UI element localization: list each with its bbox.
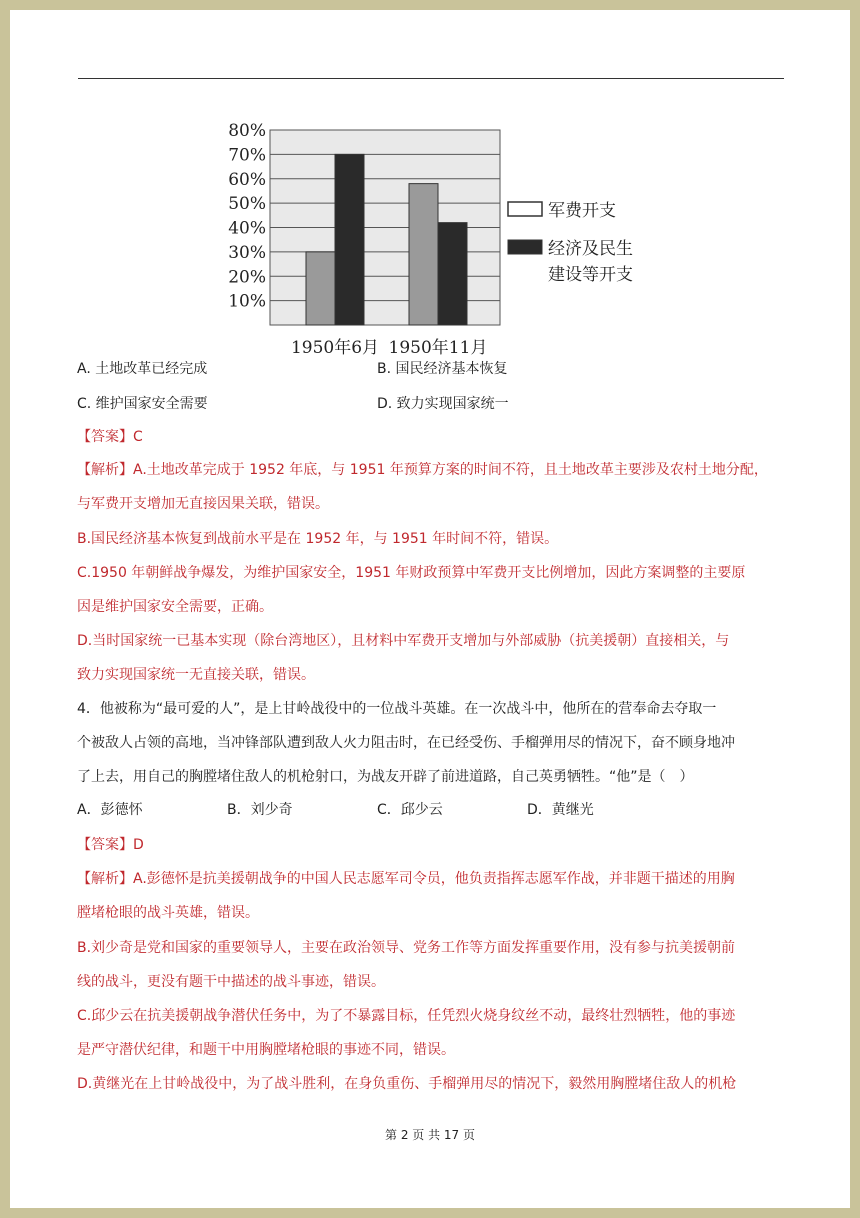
q3-option-b: B. 国民经济基本恢复 — [377, 361, 508, 377]
q4-answer — [77, 835, 797, 855]
q4-analysis-line: 线的战斗，更没有题干中描述的战斗事迹，错误。 — [77, 974, 385, 990]
document-page — [10, 10, 850, 1208]
q4-analysis-line: 膛堵枪眼的战斗英雄，错误。 — [77, 905, 259, 921]
q4-analysis-line — [77, 869, 797, 889]
q3-option-c: C. 维护国家安全需要 — [77, 396, 208, 412]
answer-value: C — [133, 429, 143, 445]
y-tick-label: 20% — [228, 267, 266, 288]
q3-analysis-line: B.国民经济基本恢复到战前水平是在 1952 年，与 1951 年时间不符，错误。 — [77, 531, 559, 547]
legend-label: 经济及民生 — [548, 239, 633, 259]
q3-analysis-line — [77, 460, 797, 480]
q3-answer — [77, 427, 797, 447]
q3-analysis-line: 与军费开支增加无直接因果关联，错误。 — [77, 496, 329, 512]
chart-svg — [200, 110, 670, 370]
answer-label: 【答案】 — [77, 837, 133, 853]
bar — [438, 223, 467, 325]
analysis-text: A.彭德怀是抗美援朝战争的中国人民志愿军司令员，他负责指挥志愿军作战，并非题干描述的用胸 — [133, 871, 735, 887]
bar — [409, 184, 438, 325]
analysis-label: 【解析】 — [77, 871, 133, 887]
y-tick-label: 10% — [228, 291, 266, 312]
x-tick-label: 1950年11月 — [388, 338, 488, 358]
page-footer: 第 2 页 共 17 页 — [385, 1128, 475, 1142]
y-tick-label: 70% — [228, 145, 266, 166]
legend-label: 建设等开支 — [548, 265, 633, 285]
y-tick-label: 80% — [228, 121, 266, 141]
q4-analysis-line: C.邱少云在抗美援朝战争潜伏任务中，为了不暴露目标，任凭烈火烧身纹丝不动，最终壮烈牺牲，他的事迹 — [77, 1008, 736, 1024]
q3-analysis-line: D.当时国家统一已基本实现（除台湾地区），且材料中军费开支增加与外部威胁（抗美援朝）直接相关，与 — [77, 633, 730, 649]
q4-option-c: C．邱少云 — [377, 802, 443, 818]
legend-swatch — [508, 240, 542, 254]
bar — [335, 154, 364, 325]
bar — [306, 252, 335, 325]
q4-option-d: D．黄继光 — [527, 802, 594, 818]
q4-option-b: B．刘少奇 — [227, 802, 293, 818]
y-tick-label: 30% — [228, 242, 266, 263]
q4-analysis-line: B.刘少奇是党和国家的重要领导人，主要在政治领导、党务工作等方面发挥重要作用，没有参与抗美援朝前 — [77, 940, 736, 956]
q4-stem-line: 个被敌人占领的高地，当冲锋部队遭到敌人火力阻击时，在已经受伤、手榴弹用尽的情况下，奋不顾身地冲 — [77, 735, 735, 751]
legend-label: 军费开支 — [548, 201, 616, 221]
q3-option-d: D. 致力实现国家统一 — [377, 396, 509, 412]
y-tick-label: 40% — [228, 218, 266, 239]
analysis-text: A.土地改革完成于 1952 年底，与 1951 年预算方案的时间不符，且土地改革主要涉及农村土地分配， — [133, 462, 768, 478]
answer-value: D — [133, 837, 144, 853]
header-rule — [78, 78, 784, 79]
q4-stem-line: 了上去，用自己的胸膛堵住敌人的机枪射口，为战友开辟了前进道路，自己英勇牺牲。“他”是（ ） — [77, 769, 694, 785]
analysis-label: 【解析】 — [77, 462, 133, 478]
y-tick-label: 60% — [228, 169, 266, 190]
q3-analysis-line: C.1950 年朝鲜战争爆发，为维护国家安全，1951 年财政预算中军费开支比例增加，因此方案调整的主要原 — [77, 565, 746, 581]
answer-label: 【答案】 — [77, 429, 133, 445]
q4-analysis-line: 是严守潜伏纪律，和题干中用胸膛堵枪眼的事迹不同，错误。 — [77, 1042, 455, 1058]
legend-swatch — [508, 202, 542, 216]
y-tick-label: 50% — [228, 194, 266, 215]
q4-option-a: A．彭德怀 — [77, 802, 143, 818]
q3-option-a: A. 土地改革已经完成 — [77, 361, 208, 377]
q4-analysis-line: D.黄继光在上甘岭战役中，为了战斗胜利，在身负重伤、手榴弹用尽的情况下，毅然用胸膛堵住敌人的机枪 — [77, 1076, 737, 1092]
q3-analysis-line: 因是维护国家安全需要，正确。 — [77, 599, 273, 615]
q4-stem-line: 4．他被称为“最可爱的人”，是上甘岭战役中的一位战斗英雄。在一次战斗中，他所在的营奉命去夺取一 — [77, 701, 717, 717]
q3-analysis-line: 致力实现国家统一无直接关联，错误。 — [77, 667, 315, 683]
bar-chart — [200, 110, 670, 370]
x-tick-label: 1950年6月 — [290, 338, 380, 358]
